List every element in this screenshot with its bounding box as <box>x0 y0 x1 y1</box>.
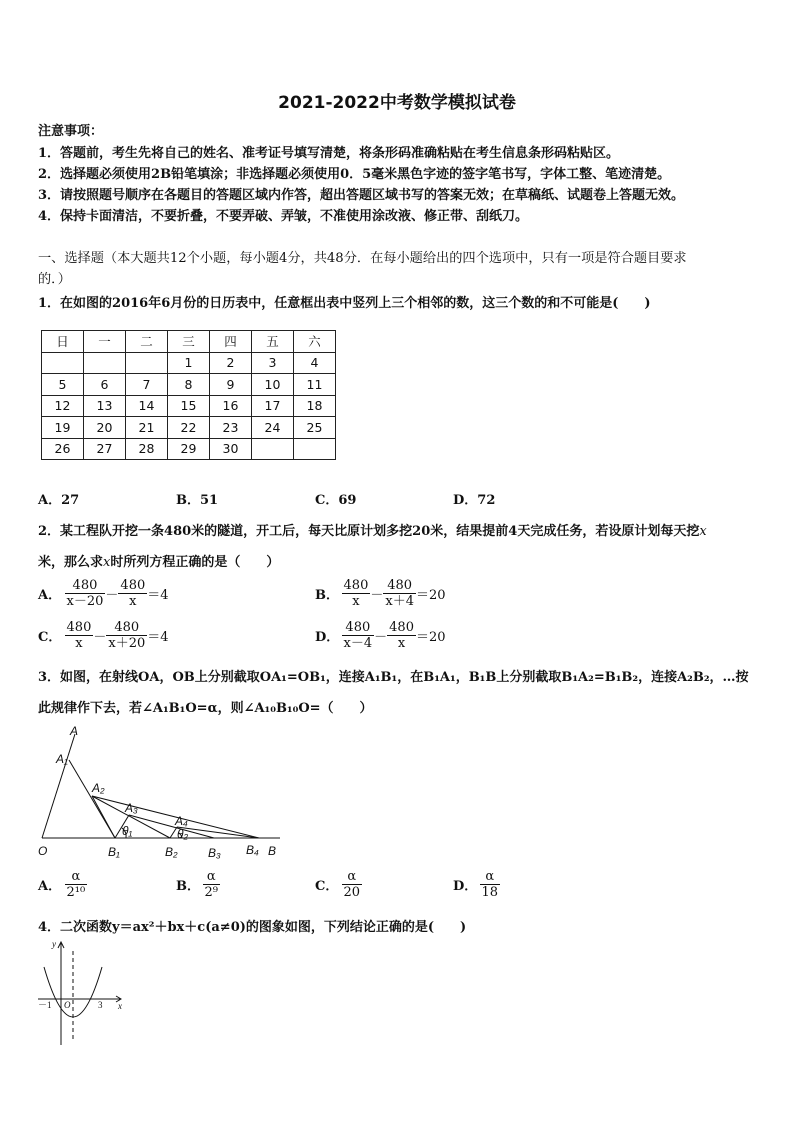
calendar-cell: 29 <box>168 438 210 460</box>
label-o: O <box>38 844 48 858</box>
calendar-cell: 17 <box>252 395 294 417</box>
calendar-cell: 27 <box>84 438 126 460</box>
option-label: C． <box>38 630 62 645</box>
segment-a4b4 <box>177 827 259 838</box>
q1-option-b[interactable]: B．51 <box>176 493 219 508</box>
calendar-cell: 7 <box>126 374 168 396</box>
label-theta2: θ₂ <box>177 827 189 841</box>
calendar-cell: 20 <box>84 417 126 439</box>
question-4: 4．二次函数y＝ax²＋bx＋c(a≠0)的图象如图，下列结论正确的是( ) <box>38 920 467 935</box>
label-b1: B₁ <box>108 845 120 859</box>
calendar-cell: 9 <box>210 374 252 396</box>
notice-heading: 注意事项： <box>38 124 104 139</box>
tick-label-3: 3 <box>98 1000 103 1010</box>
numerator: 480 <box>66 620 92 635</box>
calendar-row <box>42 374 336 396</box>
origin-label: O <box>64 1000 71 1010</box>
parabola-figure <box>36 937 126 1049</box>
calendar-header-cell: 五 <box>252 331 294 353</box>
section-heading: 一、选择题（本大题共12个小题，每小题4分，共48分．在每小题给出的四个选项中，只有一项是符合题目要求 <box>38 251 687 266</box>
calendar-header-cell: 二 <box>126 331 168 353</box>
minus-sign: － <box>370 588 384 603</box>
fraction <box>203 869 220 900</box>
option-label: D． <box>315 630 340 645</box>
fraction <box>65 578 106 609</box>
label-theta1: θ₁ <box>122 824 133 838</box>
fraction <box>342 578 371 609</box>
ray-triangle-figure <box>34 724 284 862</box>
equation-rhs: ＝20 <box>415 588 446 603</box>
calendar-cell: 16 <box>210 395 252 417</box>
q3-option-b[interactable] <box>176 869 220 900</box>
denominator: x＋4 <box>385 594 414 609</box>
numerator: α <box>480 869 501 885</box>
calendar-cell <box>252 438 294 460</box>
notice-item: 2．选择题必须使用2B铅笔填涂；非选择题必须使用0．5毫米黑色字迹的签字笔书写，字体工整、笔迹清楚。 <box>38 167 671 182</box>
calendar-row <box>42 352 336 374</box>
option-label: D． <box>453 879 478 894</box>
segment-b2a4 <box>170 827 177 838</box>
numerator: 480 <box>383 578 416 594</box>
denominator: x <box>352 594 360 609</box>
fraction <box>383 578 416 609</box>
fraction <box>65 620 94 651</box>
option-label: B． <box>176 879 200 894</box>
question-3-line1: 3．如图，在射线OA，OB上分别截取OA₁=OB₁，连接A₁B₁，在B₁A₁，B₁B上分别截取B₁A₂=B₁B₂，连接A₂B₂，…按 <box>38 670 749 685</box>
denominator: x <box>397 636 406 651</box>
option-label: C． <box>315 879 339 894</box>
numerator: α <box>342 869 363 885</box>
calendar-cell: 22 <box>168 417 210 439</box>
numerator: 480 <box>389 620 414 635</box>
denominator: 18 <box>481 885 499 900</box>
calendar-row <box>42 417 336 439</box>
calendar-cell: 25 <box>294 417 336 439</box>
axis-label-y: y <box>52 939 56 949</box>
calendar-table <box>41 330 336 460</box>
calendar-header-cell: 日 <box>42 331 84 353</box>
q1-option-c[interactable]: C．69 <box>315 493 357 508</box>
calendar-header-cell: 一 <box>84 331 126 353</box>
q2-option-d[interactable] <box>315 620 446 651</box>
numerator: α <box>203 869 220 885</box>
label-b: B <box>268 844 277 858</box>
numerator: α <box>65 869 88 885</box>
numerator: 480 <box>120 578 146 593</box>
q3-option-c[interactable] <box>315 869 362 900</box>
denominator: x－4 <box>343 636 373 651</box>
label-b2: B₂ <box>165 845 178 859</box>
denominator: x－20 <box>66 594 104 609</box>
denominator: x <box>129 594 137 609</box>
option-label: A． <box>38 879 62 894</box>
label-a3: A₃ <box>125 801 138 815</box>
label-b3: B₃ <box>208 846 221 860</box>
equation-rhs: ＝4 <box>147 588 169 603</box>
notice-item: 1．答题前，考生先将自己的姓名、准考证号填写清楚，将条形码准确粘贴在考生信息条形码粘贴区。 <box>38 146 620 161</box>
calendar-cell: 18 <box>294 395 336 417</box>
calendar-cell: 10 <box>252 374 294 396</box>
equation-rhs: ＝4 <box>147 630 169 645</box>
denominator: x <box>75 636 83 651</box>
calendar-cell: 2 <box>210 352 252 374</box>
segment-a3b3 <box>129 815 214 838</box>
question-2-line2 <box>38 551 279 570</box>
q2-option-b[interactable] <box>315 578 446 609</box>
calendar-cell <box>126 352 168 374</box>
calendar-cell: 23 <box>210 417 252 439</box>
equation-rhs: ＝20 <box>415 630 446 645</box>
denominator: 2⁹ <box>204 885 219 900</box>
calendar-cell: 13 <box>84 395 126 417</box>
fraction <box>387 620 416 651</box>
fraction <box>480 869 501 900</box>
label-a2: A₂ <box>92 781 105 795</box>
minus-sign: － <box>93 630 107 645</box>
calendar-cell: 14 <box>126 395 168 417</box>
question-2-text-a: 米，那么求 <box>38 555 104 570</box>
calendar-cell: 6 <box>84 374 126 396</box>
ray-oa <box>42 734 75 838</box>
calendar-cell: 24 <box>252 417 294 439</box>
calendar-header-row <box>42 331 336 353</box>
variable-x: x <box>699 524 707 539</box>
denominator: x＋20 <box>108 636 146 651</box>
calendar-cell: 30 <box>210 438 252 460</box>
option-label: A． <box>38 588 62 603</box>
numerator: 480 <box>343 578 369 593</box>
calendar-cell <box>42 352 84 374</box>
variable-x: x <box>103 555 111 570</box>
fraction <box>342 620 375 651</box>
calendar-cell: 3 <box>252 352 294 374</box>
fraction <box>118 578 147 609</box>
denominator: 20 <box>343 885 361 900</box>
option-label: B． <box>315 588 339 603</box>
calendar-cell: 11 <box>294 374 336 396</box>
page-title: 2021-2022中考数学模拟试卷 <box>278 93 516 113</box>
minus-sign: － <box>374 630 388 645</box>
calendar-cell: 15 <box>168 395 210 417</box>
calendar-cell <box>294 438 336 460</box>
calendar-cell: 4 <box>294 352 336 374</box>
numerator: 480 <box>106 620 147 636</box>
notice-item: 4．保持卡面清洁，不要折叠，不要弄破、弄皱，不准使用涂改液、修正带、刮纸刀。 <box>38 209 529 224</box>
calendar-cell: 21 <box>126 417 168 439</box>
numerator: 480 <box>342 620 375 636</box>
tick-label-neg1: －1 <box>38 1000 52 1010</box>
fraction <box>106 620 147 651</box>
calendar-cell: 5 <box>42 374 84 396</box>
q2-option-c[interactable] <box>38 620 169 651</box>
label-a4: A₄ <box>175 814 188 828</box>
q3-option-d[interactable] <box>453 869 500 900</box>
label-a: A <box>70 724 79 738</box>
fraction <box>342 869 363 900</box>
calendar-cell: 28 <box>126 438 168 460</box>
fraction <box>65 869 88 900</box>
question-2-line1 <box>38 520 707 539</box>
calendar-header-cell: 六 <box>294 331 336 353</box>
q2-option-a[interactable] <box>38 578 169 609</box>
question-1: 1．在如图的2016年6月份的日历表中，任意框出表中竖列上三个相邻的数，这三个数的和不可能是( ) <box>38 296 651 311</box>
calendar-cell <box>84 352 126 374</box>
calendar-cell: 26 <box>42 438 84 460</box>
calendar-cell: 19 <box>42 417 84 439</box>
question-2-text-b: 时所列方程正确的是（ ） <box>110 555 280 570</box>
calendar-header-cell: 三 <box>168 331 210 353</box>
calendar-cell: 8 <box>168 374 210 396</box>
axis-label-x: x <box>118 1001 122 1011</box>
label-b4: B₄ <box>246 843 259 857</box>
q3-option-a[interactable] <box>38 869 87 900</box>
calendar-cell: 12 <box>42 395 84 417</box>
minus-sign: － <box>105 588 119 603</box>
question-3-line2: 此规律作下去，若∠A₁B₁O=α，则∠A₁₀B₁₀O=（ ） <box>38 701 373 716</box>
notice-item: 3．请按照题号顺序在各题目的答题区域内作答，超出答题区域书写的答案无效；在草稿纸、试题卷上答题无效。 <box>38 188 685 203</box>
q1-option-a[interactable]: A．27 <box>38 493 80 508</box>
calendar-cell: 1 <box>168 352 210 374</box>
numerator: 480 <box>65 578 106 594</box>
question-2-text: 2．某工程队开挖一条480米的隧道，开工后，每天比原计划多挖20米，结果提前4天完成任务，若设原计划每天挖 <box>38 524 700 539</box>
denominator: 2¹⁰ <box>66 885 86 900</box>
calendar-row <box>42 395 336 417</box>
calendar-row <box>42 438 336 460</box>
q1-option-d[interactable]: D．72 <box>453 493 496 508</box>
section-heading-cont: 的．） <box>38 272 71 287</box>
calendar-header-cell: 四 <box>210 331 252 353</box>
label-a1: A₁ <box>56 752 68 766</box>
